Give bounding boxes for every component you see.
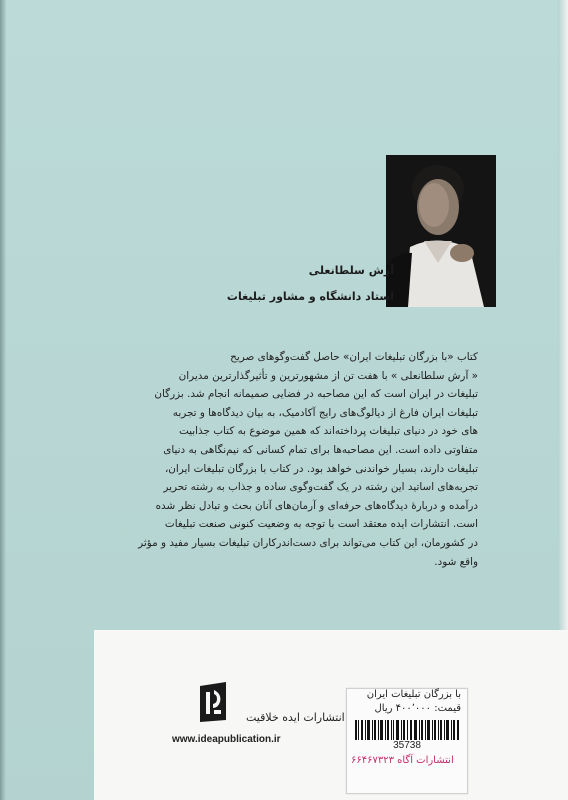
author-photo bbox=[386, 155, 496, 307]
description-line: تبلیغات ایران فارغ از دیالوگ‌های رایج آکادمیک، به بیان دیدگاه‌ها و تجربه bbox=[172, 406, 478, 419]
description-line: تبلیغات دارند، بسیار خواندنی خواهد بود. در کتاب با بزرگان تبلیغات ایران، bbox=[164, 462, 478, 475]
description-line: درآمده و دربارهٔ دیدگاه‌های حرفه‌ای و آرمان‌های آنان بحث و تبادل نظر شده bbox=[155, 499, 478, 512]
description-line: در کشورمان، این کتاب می‌تواند برای دست‌اندرکاران تبلیغات بسیار مفید و مؤثر bbox=[138, 536, 478, 549]
description-line: واقع شود. bbox=[434, 555, 478, 568]
book-description bbox=[78, 348, 478, 571]
description-line: تجربه‌های اساتید این رشته در یک گفت‌وگوی ساده و جذاب به رشته تحریر bbox=[163, 481, 478, 494]
sticker-book-title: با بزرگان تبلیغات ایران bbox=[366, 689, 461, 700]
description-line: کتاب «با بزرگان تبلیغات ایران» حاصل گفت‌وگوهای صریح bbox=[230, 351, 478, 363]
price-sticker bbox=[346, 688, 468, 794]
author-name: آرش سلطانعلی bbox=[308, 264, 394, 277]
publisher-website: www.ideapublication.ir bbox=[172, 734, 281, 745]
description-line: تبلیغات در ایران است که این مصاحبه در فضایی صمیمانه انجام شد. بزرگان bbox=[154, 388, 478, 401]
description-line: است. انتشارات ایده معتقد است با توجه به وضعیت کنونی صنعت تبلیغات bbox=[164, 518, 478, 531]
spine-shadow bbox=[0, 0, 6, 800]
barcode-number: 35738 bbox=[393, 740, 421, 751]
description-line: « آرش سلطانعلی » با هفت تن از مشهورترین و تأثیرگذارترین مدیران bbox=[178, 369, 478, 382]
sticker-price: قیمت: ۴۰۰٬۰۰۰ ریال bbox=[374, 703, 461, 714]
store-label: انتشارات آگاه ۶۶۴۶۷۳۲۳ bbox=[351, 755, 454, 766]
publisher-name: انتشارات ایده خلاقیت bbox=[246, 711, 345, 724]
barcode bbox=[355, 720, 459, 740]
description-line: های خود در دنیای تبلیغات پرداخته‌اند که همین موضوع به کتاب جذابیت bbox=[178, 425, 478, 438]
description-line: متفاوتی داده است. این مصاحبه‌ها برای تمام کسانی که نیم‌نگاهی به دنیای bbox=[163, 443, 478, 456]
idea-logo-icon bbox=[196, 680, 230, 724]
author-title: استاد دانشگاه و مشاور تبلیغات bbox=[226, 290, 394, 303]
